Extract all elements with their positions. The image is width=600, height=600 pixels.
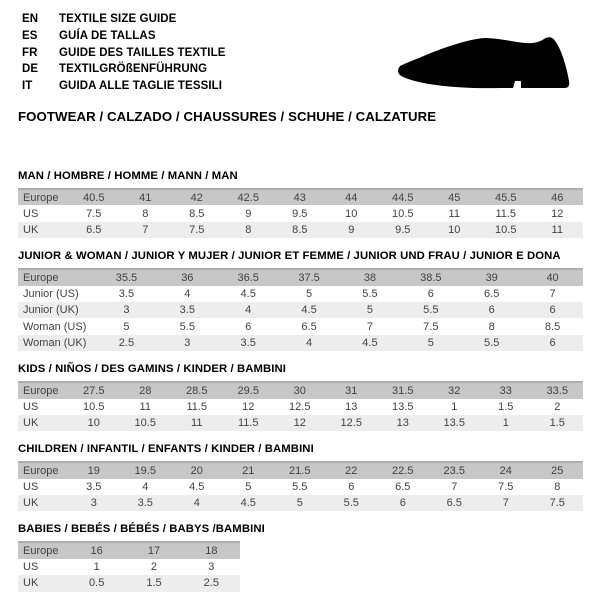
size-cell: 8.5	[189, 207, 205, 220]
row-label: UK	[23, 497, 39, 510]
language-label: GUIDE DES TAILLES TEXTILE	[59, 46, 226, 59]
size-cell: 9	[245, 207, 252, 220]
size-cell: 9.5	[395, 223, 411, 236]
size-cell: 5	[366, 304, 373, 317]
size-cell: 12	[242, 400, 255, 413]
size-cell: 7.5	[86, 207, 102, 220]
size-cell: 31	[345, 384, 358, 397]
size-cell: 46	[551, 191, 564, 204]
size-cell: 21.5	[289, 464, 311, 477]
language-code: DE	[22, 63, 39, 76]
size-cell: 3	[90, 497, 97, 510]
table-row-junior-us	[18, 286, 583, 302]
row-label: US	[23, 480, 39, 493]
size-cell: 36	[181, 271, 194, 284]
size-cell: 2.5	[118, 336, 135, 349]
table-row-europe	[18, 542, 240, 558]
row-label: UK	[23, 417, 39, 430]
size-cell: 5.5	[343, 497, 359, 510]
size-cell: 4	[245, 304, 252, 317]
language-label: TEXTILGRÖßENFÜHRUNG	[59, 63, 208, 76]
language-label: GUIDA ALLE TAGLIE TESSILI	[59, 80, 223, 93]
size-cell: 10.5	[495, 223, 517, 236]
size-cell: 5	[245, 480, 252, 493]
size-cell: 12	[551, 207, 564, 220]
size-cell: 4	[193, 497, 200, 510]
row-label: UK	[23, 577, 39, 590]
table-row-europe	[18, 269, 583, 285]
size-cell: 28	[139, 384, 152, 397]
size-cell: 13.5	[443, 417, 465, 430]
size-cell: 6	[348, 480, 355, 493]
size-cell: 3.5	[137, 497, 153, 510]
size-cell: 11.5	[237, 417, 259, 430]
table-row-europe	[18, 189, 583, 205]
language-code: EN	[22, 13, 39, 25]
size-cell: 6	[399, 497, 406, 510]
size-cell: 38.5	[420, 271, 442, 284]
size-cell: 2.5	[203, 577, 219, 590]
size-cell: 19	[87, 464, 100, 477]
size-cell: 11.5	[186, 400, 208, 413]
size-cell: 5.5	[423, 304, 439, 317]
size-cell: 8.5	[292, 223, 308, 236]
row-label: Junior (UK)	[23, 304, 79, 317]
size-cell: 29.5	[237, 384, 259, 397]
size-cell: 18	[205, 545, 218, 558]
size-cell: 8.5	[544, 320, 561, 333]
page-header	[0, 0, 600, 170]
size-cell: 5.5	[484, 336, 500, 349]
size-section-junior-woman	[18, 250, 583, 351]
table-row-uk	[18, 575, 240, 591]
size-cell: 5	[306, 287, 313, 300]
row-label: US	[23, 561, 39, 574]
size-cell: 19.5	[134, 464, 156, 477]
size-cell: 9	[348, 223, 355, 236]
section-title-children: CHILDREN / INFANTIL / ENFANTS / KINDER / BAMBINI	[18, 443, 314, 456]
table-row-us	[18, 205, 583, 221]
size-cell: 7	[366, 320, 373, 333]
section-title-junior-woman: JUNIOR & WOMAN / JUNIOR Y MUJER / JUNIOR ET FEMME / JUNIOR UND FRAU / JUNIOR E DONA	[18, 250, 561, 263]
size-cell: 42	[190, 191, 203, 204]
row-label: Europe	[23, 545, 59, 558]
size-cell: 10.5	[83, 400, 105, 413]
size-section-kids	[18, 363, 583, 431]
size-cell: 7.5	[498, 480, 514, 493]
size-cell: 30	[293, 384, 306, 397]
size-cell: 12	[293, 417, 306, 430]
size-cell: 1	[93, 561, 100, 574]
size-cell: 43	[293, 191, 306, 204]
size-cell: 44.5	[392, 191, 414, 204]
size-cell: 6.5	[395, 480, 411, 493]
language-list	[22, 11, 226, 95]
language-row-it	[22, 78, 226, 95]
size-cell: 11	[191, 417, 203, 430]
size-cell: 28.5	[186, 384, 208, 397]
size-cell: 4.5	[240, 497, 256, 510]
category-line: FOOTWEAR / CALZADO / CHAUSSURES / SCHUHE / CALZATURE	[18, 109, 437, 124]
language-code: ES	[22, 29, 38, 42]
language-row-de	[22, 61, 226, 78]
row-label: Europe	[23, 464, 59, 477]
size-cell: 10	[87, 417, 100, 430]
size-cell: 40	[546, 271, 559, 284]
size-cell: 6	[488, 304, 495, 317]
size-cell: 1	[502, 417, 509, 430]
size-cell: 33	[499, 384, 512, 397]
size-cell: 38	[363, 271, 377, 284]
size-cell: 22.5	[392, 464, 414, 477]
row-label: Woman (UK)	[23, 336, 87, 349]
shoe-icon	[397, 36, 573, 94]
size-cell: 13.5	[392, 400, 414, 413]
dress-shoe-silhouette	[397, 36, 573, 94]
size-section-babies	[18, 523, 583, 591]
size-cell: 3.5	[118, 287, 135, 300]
size-cell: 12.5	[289, 400, 311, 413]
size-cell: 17	[147, 545, 161, 558]
size-cell: 7.5	[549, 497, 565, 510]
row-label: Junior (US)	[23, 287, 79, 300]
table-row-us	[18, 399, 583, 415]
size-table-junior-woman	[18, 268, 583, 351]
size-cell: 35.5	[115, 271, 138, 284]
size-cell: 5	[296, 497, 303, 510]
size-cell: 3	[184, 336, 191, 349]
size-section-children	[18, 443, 583, 511]
size-cell: 22	[345, 464, 358, 477]
size-cell: 1.5	[549, 417, 565, 430]
language-label: GUÍA DE TALLAS	[59, 29, 156, 42]
size-cell: 6.5	[86, 223, 102, 236]
size-tables	[18, 170, 583, 600]
size-cell: 27.5	[83, 384, 105, 397]
size-cell: 6	[245, 320, 252, 333]
size-cell: 16	[90, 545, 103, 558]
size-cell: 4	[184, 287, 191, 300]
size-cell: 0.5	[89, 577, 105, 590]
size-cell: 6	[549, 336, 556, 349]
language-row-fr	[22, 45, 226, 62]
size-cell: 8	[554, 480, 561, 493]
size-cell: 42.5	[237, 191, 259, 204]
size-cell: 7	[142, 223, 149, 236]
size-cell: 6.5	[301, 320, 317, 333]
size-cell: 20	[190, 464, 203, 477]
size-cell: 5.5	[362, 287, 378, 300]
row-label: Europe	[23, 384, 59, 397]
size-cell: 3	[208, 561, 215, 574]
size-cell: 3.5	[179, 304, 195, 317]
size-cell: 2	[150, 561, 158, 574]
language-row-es	[22, 28, 226, 45]
section-title-babies: BABIES / BEBÉS / BÉBÉS / BABYS /BAMBINI	[18, 523, 265, 536]
table-row-woman-uk	[18, 335, 583, 351]
language-label: TEXTILE SIZE GUIDE	[59, 13, 177, 25]
size-cell: 8	[245, 223, 252, 236]
size-cell: 10	[345, 207, 358, 220]
size-cell: 33.5	[546, 384, 568, 397]
size-cell: 7	[549, 287, 556, 300]
row-label: US	[23, 207, 39, 220]
size-cell: 4.5	[189, 480, 205, 493]
size-cell: 40.5	[83, 191, 105, 204]
size-cell: 5.5	[179, 320, 195, 333]
language-code: FR	[22, 46, 38, 59]
size-cell: 25	[551, 464, 564, 477]
size-cell: 11	[551, 223, 563, 236]
row-label: Woman (US)	[23, 320, 87, 333]
row-label: Europe	[23, 191, 59, 204]
section-title-kids: KIDS / NIÑOS / DES GAMINS / KINDER / BAMBINI	[18, 363, 287, 376]
size-cell: 6	[549, 304, 556, 317]
size-cell: 8	[142, 207, 149, 220]
size-cell: 12.5	[340, 417, 362, 430]
section-title-man: MAN / HOMBRE / HOMME / MANN / MAN	[18, 170, 238, 182]
size-cell: 31.5	[392, 384, 414, 397]
size-cell: 4	[306, 336, 313, 349]
size-cell: 4	[142, 480, 149, 493]
size-cell: 9.5	[292, 207, 308, 220]
size-cell: 11	[448, 207, 460, 220]
table-row-uk	[18, 222, 583, 238]
size-cell: 41	[139, 191, 152, 204]
table-row-uk	[18, 415, 583, 431]
language-code: IT	[22, 80, 33, 93]
size-cell: 1.5	[498, 400, 514, 413]
table-row-us	[18, 479, 583, 495]
row-label: US	[23, 400, 39, 413]
size-cell: 7	[451, 480, 458, 493]
size-section-man	[18, 170, 583, 238]
size-cell: 13	[396, 417, 409, 430]
size-cell: 8	[488, 320, 495, 333]
size-cell: 5	[123, 320, 130, 333]
size-cell: 37.5	[298, 271, 320, 284]
size-cell: 4.5	[301, 304, 317, 317]
size-cell: 24	[499, 464, 512, 477]
size-cell: 2	[554, 400, 561, 413]
language-row-en	[22, 11, 226, 28]
size-cell: 10.5	[134, 417, 156, 430]
row-label: UK	[23, 223, 39, 236]
size-cell: 10	[448, 223, 461, 236]
size-cell: 36.5	[237, 271, 259, 284]
size-cell: 7.5	[189, 223, 205, 236]
size-cell: 4.5	[362, 336, 378, 349]
size-cell: 45.5	[495, 191, 517, 204]
table-row-us	[18, 559, 240, 575]
table-row-junior-uk	[18, 302, 583, 318]
size-cell: 3	[123, 304, 130, 317]
size-cell: 1.5	[146, 577, 162, 590]
size-cell: 11.5	[495, 207, 517, 220]
table-row-woman-us	[18, 318, 583, 334]
size-cell: 45	[448, 191, 461, 204]
size-cell: 3.5	[240, 336, 256, 349]
size-cell: 39	[485, 271, 498, 284]
size-cell: 21	[242, 464, 255, 477]
size-cell: 3.5	[86, 480, 102, 493]
size-table-kids	[18, 381, 583, 431]
size-cell: 5	[427, 336, 434, 349]
size-table-babies	[18, 541, 240, 591]
size-table-man	[18, 188, 583, 238]
size-cell: 6.5	[484, 287, 500, 300]
size-cell: 7.5	[423, 320, 439, 333]
row-label: Europe	[23, 271, 59, 284]
size-cell: 5.5	[292, 480, 308, 493]
table-row-uk	[18, 495, 583, 511]
table-row-europe	[18, 382, 583, 398]
size-cell: 4.5	[240, 287, 256, 300]
size-cell: 10.5	[392, 207, 414, 220]
size-table-children	[18, 461, 583, 511]
size-cell: 44	[345, 191, 358, 204]
size-cell: 11	[139, 400, 151, 413]
size-cell: 23.5	[443, 464, 465, 477]
size-cell: 6	[427, 287, 434, 300]
table-row-europe	[18, 462, 583, 478]
size-cell: 1	[451, 400, 458, 413]
size-cell: 6.5	[446, 497, 462, 510]
size-cell: 13	[345, 400, 358, 413]
size-cell: 7	[502, 497, 509, 510]
size-cell: 32	[448, 384, 461, 397]
